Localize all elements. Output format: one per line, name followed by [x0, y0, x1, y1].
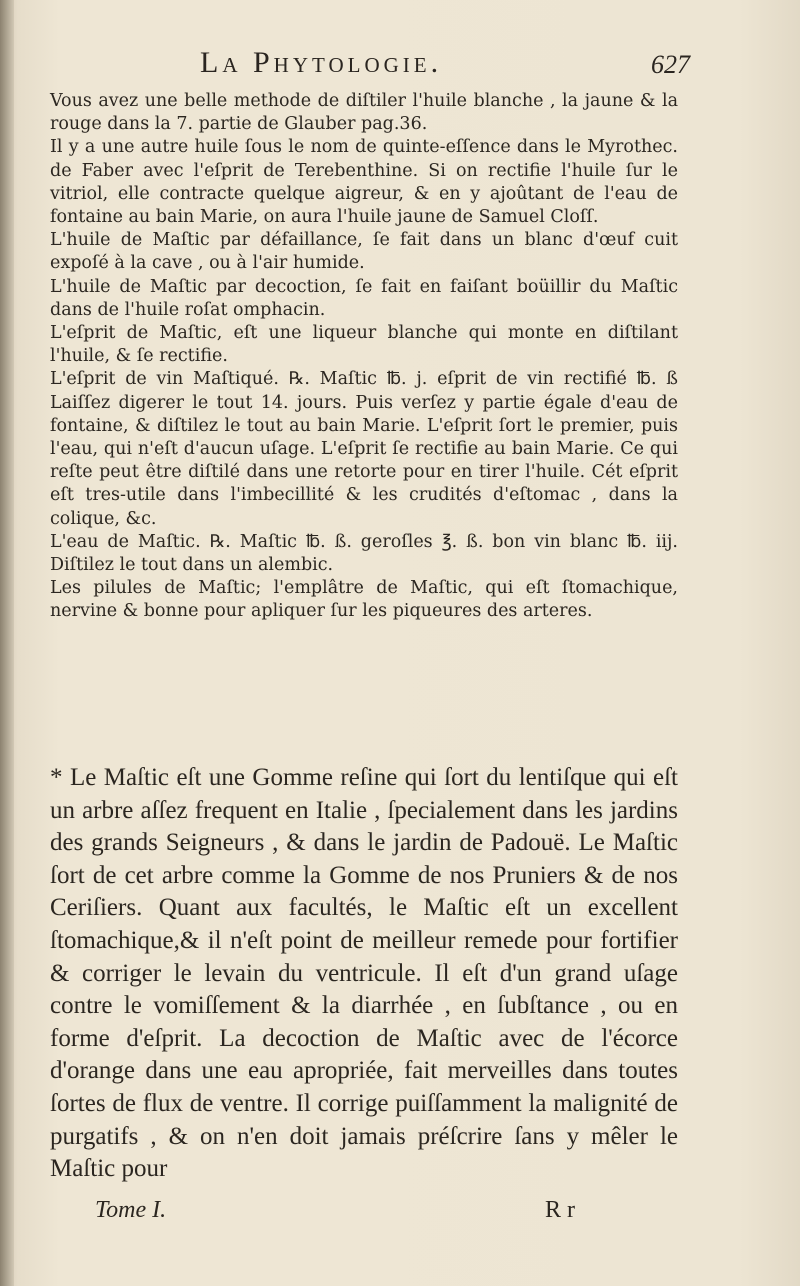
- page-header: [50, 46, 690, 86]
- paragraph-pilules: Les pilules de Maſtic; l'emplâtre de Maſtic, qui eſt ſtomachique, nervine & bonne pour apliquer ſur les piqueures des arteres.: [50, 578, 678, 622]
- page-gutter-shadow: [0, 0, 14, 1286]
- paragraph-huile-decoction: L'huile de Maſtic par decoction, ſe fait en faiſant boüillir du Maſtic dans de l'huile roſat omphacin.: [50, 276, 678, 320]
- running-title: La Phytologie.: [200, 46, 443, 79]
- page-number: 627: [651, 50, 690, 79]
- paragraph-esprit-vin-mastique: L'eſprit de vin Maſtiqué. ℞. Maſtic ℔. j. eſprit de vin rectifié ℔. ß Laiſſez digerer le tout 14. jours. Puis verſez y partie égale d'eau de fontaine, & diſtilez le tout au bain Marie. L'eſprit ſort le premier, puis l'eau, qui n'eſt d'aucun uſage. L'eſprit ſe rectifie au bain Marie. Ce qui reſte peut être diſtilé dans une retorte pour en tirer l'huile. Cét eſprit eſt tres-utile dans l'imbecillité & les crudités d'eſtomac , dans la colique, &c.: [50, 369, 678, 529]
- paragraph-glauber: Vous avez une belle methode de diſtiler l'huile blanche , la jaune & la rouge dans la 7. partie de Glauber pag.36.: [50, 91, 678, 135]
- volume-label: Tome I.: [95, 1197, 167, 1223]
- mastic-note: [50, 762, 678, 1186]
- main-text: [50, 90, 678, 624]
- paragraph-esprit-mastic: L'eſprit de Maſtic, eſt une liqueur blanche qui monte en diſtilant l'huile, & ſe rectifie.: [50, 323, 678, 367]
- signature-mark: R r: [545, 1197, 575, 1223]
- page-footer: [95, 1197, 575, 1227]
- paragraph-quinte-essence: Il y a une autre huile ſous le nom de quinte-eſſence dans le Myrothec. de Faber avec l'eſprit de Terebenthine. Si on rectifie l'huile ſur le vitriol, elle contracte quelque aigreur, & en y ajoûtant de l'eau de fontaine au bain Marie, on aura l'huile jaune de Samuel Cloſſ.: [50, 137, 678, 228]
- paragraph-eau-mastic: L'eau de Maſtic. ℞. Maſtic ℔. ß. geroſles ℥. ß. bon vin blanc ℔. iij. Diſtilez le tout dans un alembic.: [50, 531, 678, 576]
- note-paragraph: * Le Maſtic eſt une Gomme reſine qui ſort du lentiſque qui eſt un arbre aſſez frequent en Italie , ſpecialement dans les jardins des grands Seigneurs , & dans le jardin de Padouë. Le Maſtic ſort de cet arbre comme la Gomme de nos Pruniers & de nos Ceriſiers. Quant aux facultés, le Maſtic eſt un excellent ſtomachique,& il n'eſt point de meilleur remede pour fortifier & corriger le levain du ventricule. Il eſt d'un grand uſage contre le vomiſſement & la diarrhée , en ſubſtance , ou en forme d'eſprit. La decoction de Maſtic avec de l'écorce d'orange dans une eau apropriée, fait merveilles dans toutes ſortes de flux de ventre. Il corrige puiſſamment la malignité de purgatifs , & on n'en doit jamais préſcrire ſans y mêler le Maſtic pour: [50, 764, 678, 1183]
- paragraph-huile-defaillance: L'huile de Maſtic par défaillance, ſe fait dans un blanc d'œuf cuit expoſé à la cave , ou à l'air humide.: [50, 230, 678, 274]
